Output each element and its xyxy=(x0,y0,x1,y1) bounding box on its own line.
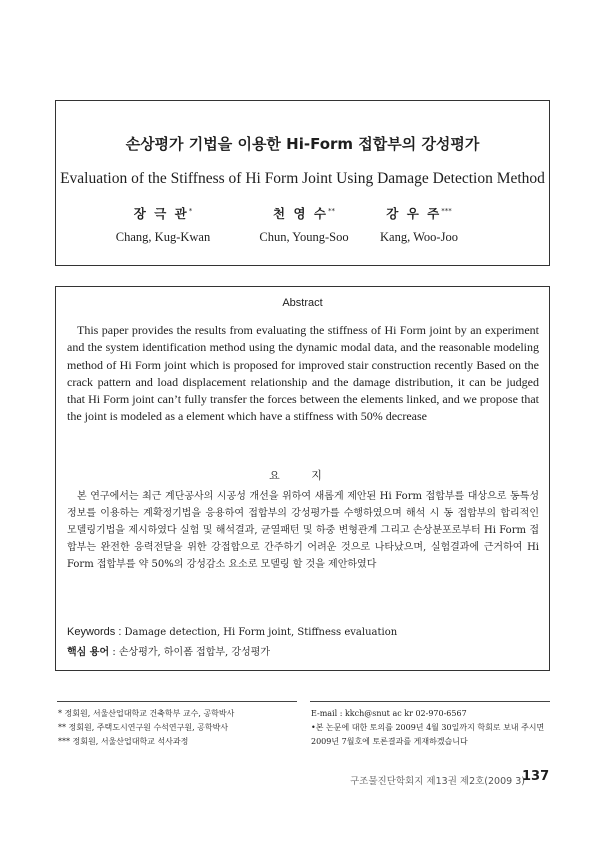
korean-abstract-heading: 요 지 xyxy=(269,469,336,482)
korean-abstract-text: 본 연구에서는 최근 계단공사의 시공성 개선을 위하여 새롭게 제안된 Hi Form 접합부를 대상으로 동특성 정보를 이용하는 계확정기법을 응용하여 접합부의 강성평가를 수행하였으며 해석 시 동 접합부의 합리적인 모델링기법을 제시하였다 실험 및 해석결과, 균열패턴 및 하중 변형관계 그리고 손상분포로부터 Hi Form 접합부는 완전한 응력전달을 위한 강접합으로 간주하기 어려운 것으로 나타났으며, 실험결과에 근거하여 Hi Form 접합부를 약 50%의 강성감소 요소로 모델링 할 것을 제안하였다 xyxy=(67,491,539,570)
keywords-korean-label: 핵심 용어 xyxy=(67,647,110,658)
keywords-english: Keywords : Damage detection, Hi Form joint, Stiffness evaluation xyxy=(67,626,398,638)
footnote-divider-left xyxy=(57,701,297,702)
author-name-english: Kang, Woo-Joo xyxy=(380,230,458,244)
keywords-value: Damage detection, Hi Form joint, Stiffness evaluation xyxy=(124,627,398,638)
footnote-contact xyxy=(311,707,551,749)
author-name-english: Chang, Kug-Kwan xyxy=(115,230,211,244)
author-name-korean: 천 영 수 xyxy=(273,206,328,221)
author-mark: *** xyxy=(441,206,452,215)
author-affiliations xyxy=(58,707,293,749)
paper-title-korean: 손상평가 기법을 이용한 Hi-Form 접합부의 강성평가 xyxy=(125,135,480,153)
footnote-divider-right xyxy=(310,701,550,702)
author-1 xyxy=(88,204,238,245)
page-number: 137 xyxy=(522,769,550,784)
abstract-text: This paper provides the results from evaluating the stiffness of Hi Form joint by an experiment and the system identification method using the dynamic modal data, and the reasonable modeling method of Hi Form joint which is proposed for improved stair construction recently Based on the crack pattern and load displacement relationship and the damage distribution, it can be judged that Hi Form joint can’t fully transfer the forces between the elements linked, and we propose that the joint is modeled as a element which have a stiffness with 50% decrease xyxy=(67,323,539,424)
author-name-english: Chun, Young-Soo xyxy=(259,230,349,244)
footnote-discussion-notice: •본 논문에 대한 토의를 2009년 4월 30일까지 학회로 보내 주시면 2009년 7월호에 토론결과를 게재하겠습니다 xyxy=(311,723,545,746)
keywords-label: Keywords xyxy=(67,626,116,638)
abstract-heading: Abstract xyxy=(282,297,323,309)
author-name-korean: 강 우 주 xyxy=(386,206,442,221)
keywords-korean-value: 손상평가, 하이폼 접합부, 강성평가 xyxy=(118,647,271,658)
paper-title-english: Evaluation of the Stiffness of Hi Form Joint Using Damage Detection Method xyxy=(60,170,545,187)
author-mark: * xyxy=(188,206,193,215)
author-mark: ** xyxy=(327,206,335,215)
journal-reference: 구조물진단학회지 제13권 제2호(2009 3) xyxy=(350,776,525,787)
author-name-korean: 장 극 관 xyxy=(133,206,189,221)
footnote-affiliation-2: ** 정회원, 주택도시연구원 수석연구원, 공학박사 xyxy=(58,723,229,732)
footnote-affiliation-3: *** 정회원, 서울산업대학교 석사과정 xyxy=(58,737,189,746)
footnote-email: E-mail : kkch@snut ac kr 02-970-6567 xyxy=(311,709,467,718)
author-3 xyxy=(344,204,494,245)
footnote-affiliation-1: * 정회원, 서울산업대학교 건축학부 교수, 공학박사 xyxy=(58,709,235,718)
keywords-korean: 핵심 용어 : 손상평가, 하이폼 접합부, 강성평가 xyxy=(67,647,271,658)
